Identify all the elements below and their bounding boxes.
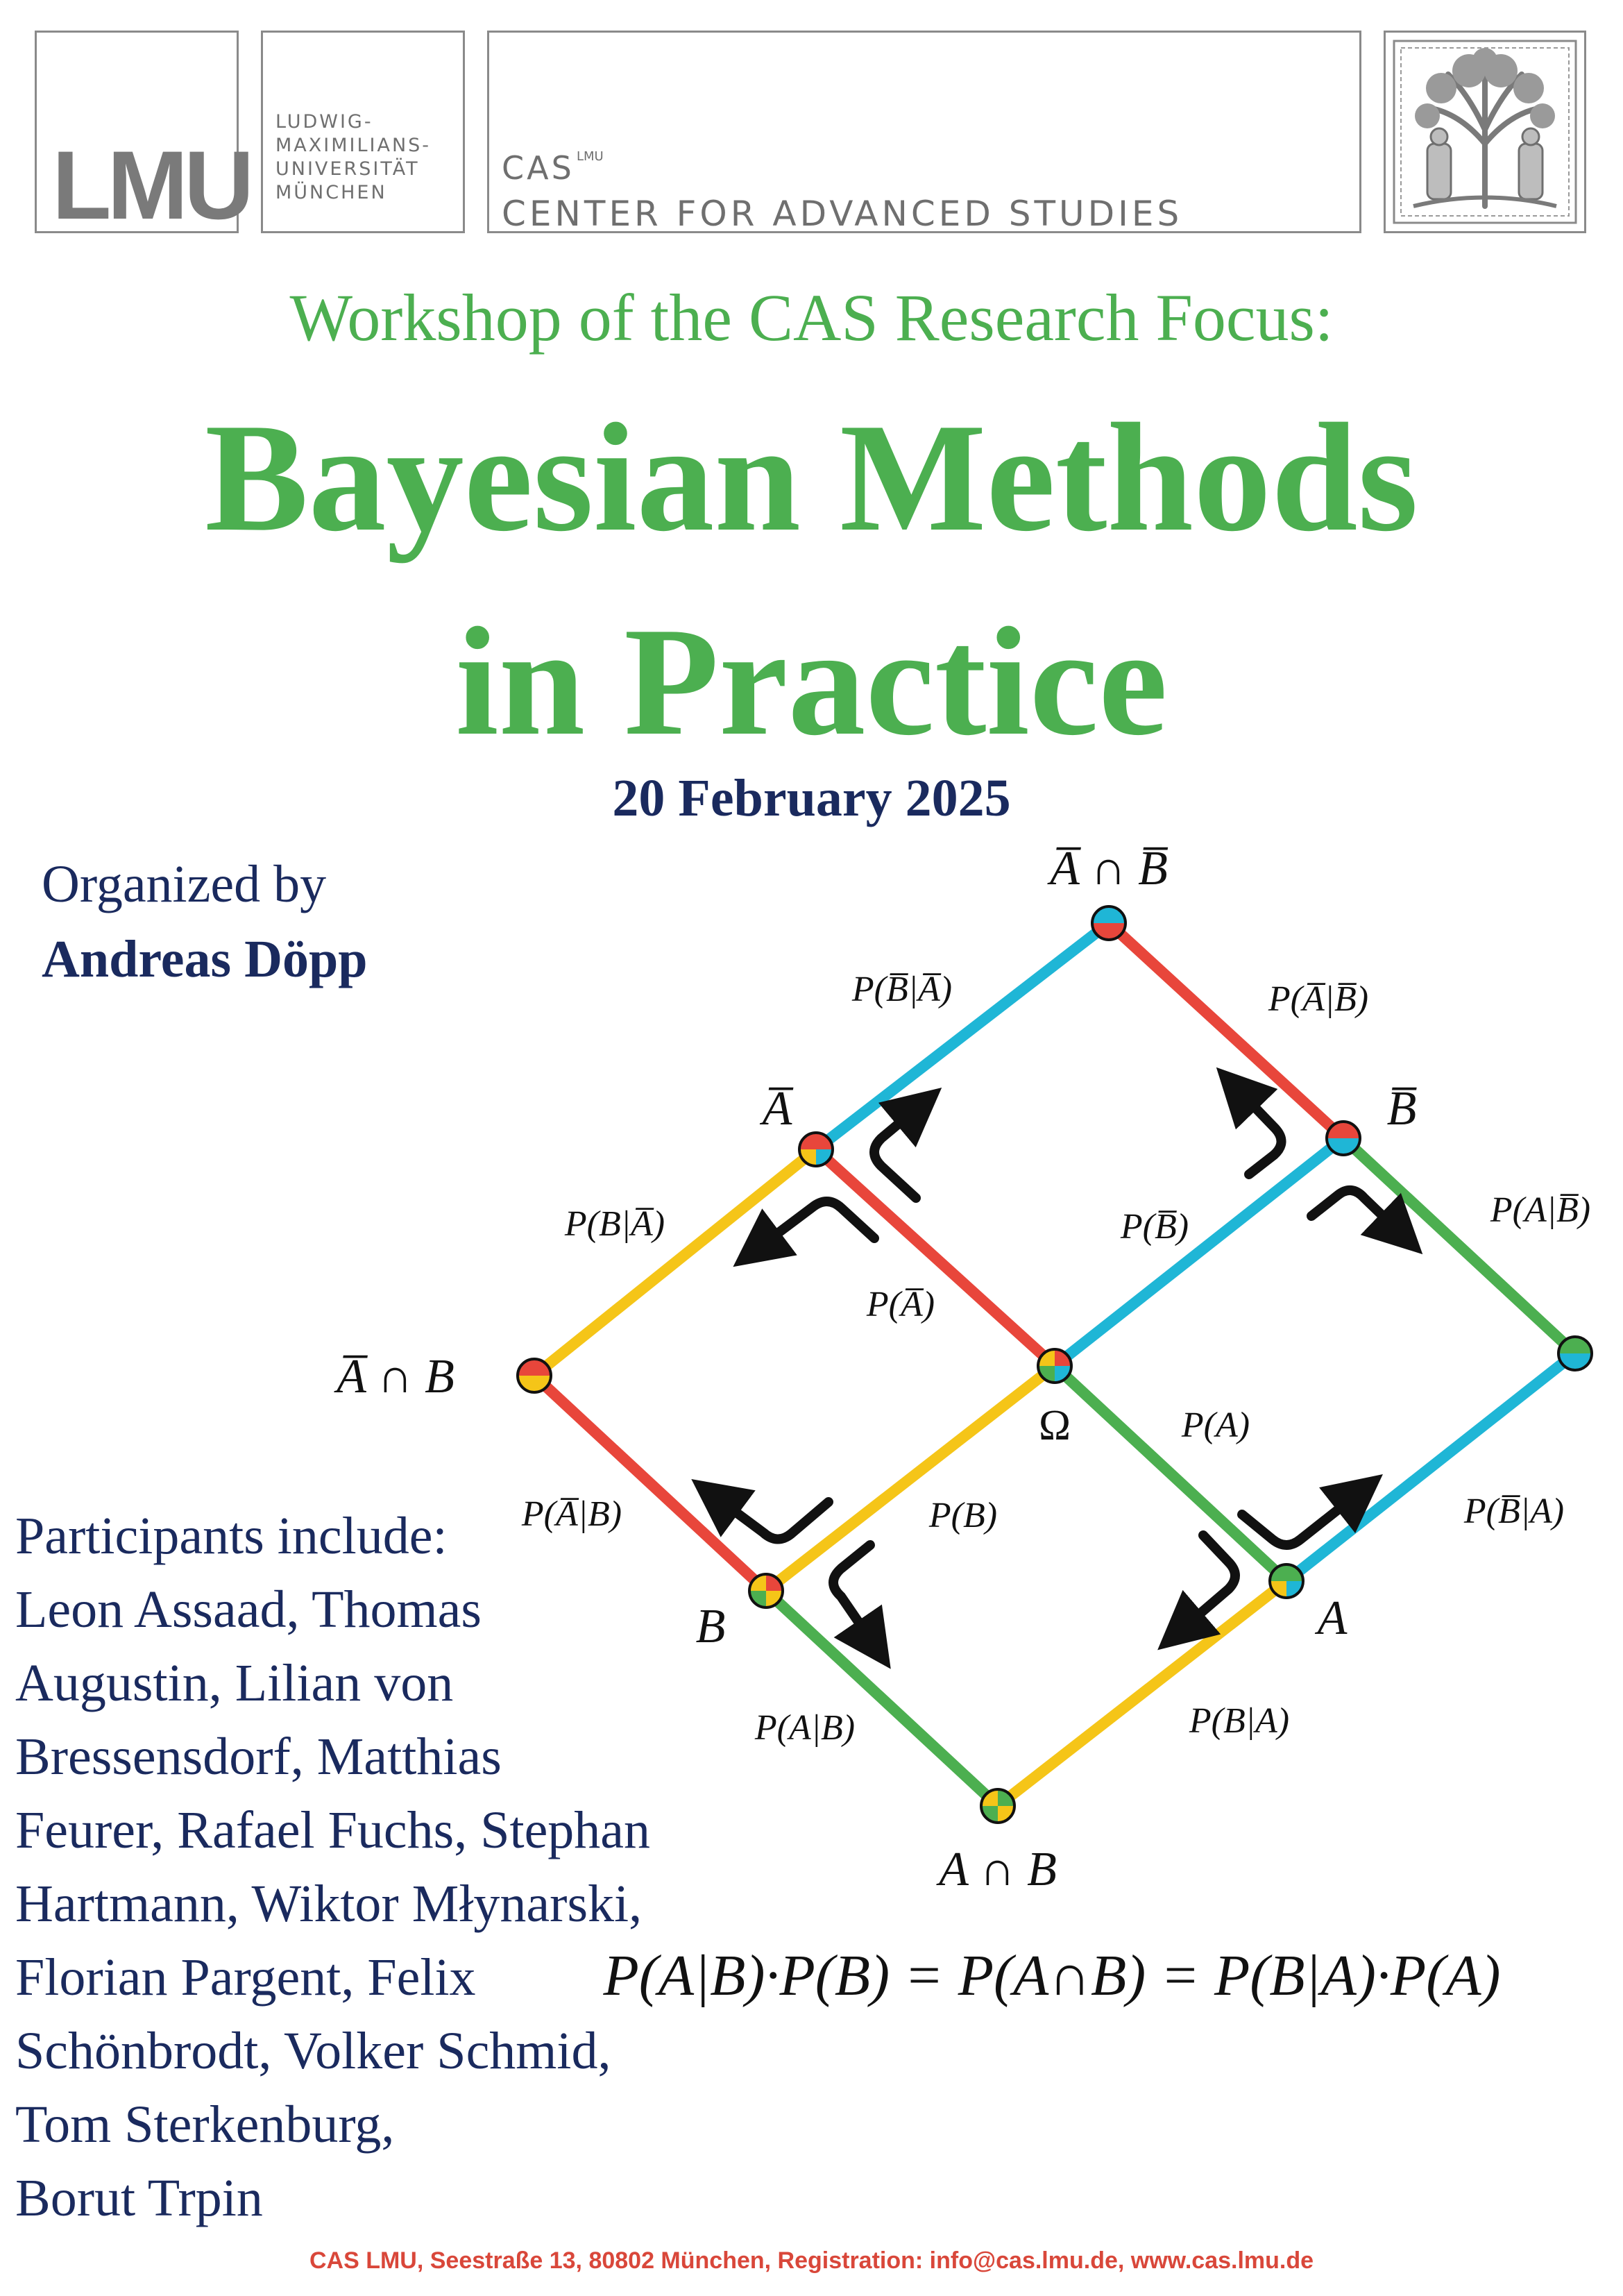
workshop-subtitle: Workshop of the CAS Research Focus: [289, 280, 1334, 355]
edge-label: P(A̅|B̅) [1268, 979, 1369, 1019]
edge-bbar-omega [1055, 1138, 1343, 1366]
node-label-omega: Ω [1038, 1402, 1071, 1449]
participants-line: Tom Sterkenburg, [15, 2095, 395, 2154]
arrow-icon [1237, 1088, 1282, 1174]
edge-label: P(A̅) [866, 1285, 935, 1324]
edge-omega-a [1055, 1366, 1286, 1581]
participants-line: Feurer, Rafael Fuchs, Stephan [15, 1801, 651, 1859]
node-label-abar-and-b: A̅ ∩ B [337, 1350, 454, 1403]
participants-line: Hartmann, Wiktor Młynarski, [15, 1875, 643, 1933]
edge-omega-b [766, 1366, 1055, 1591]
edge-label: P(B̅|A) [1463, 1492, 1565, 1531]
node-label-abar-and-bbar: A̅ ∩ B̅ [1050, 842, 1168, 895]
university-name: LUDWIG- MAXIMILIANS- UNIVERSITÄT MÜNCHEN [275, 111, 432, 203]
node-abarb [518, 1359, 551, 1392]
node-bbar [1327, 1122, 1360, 1155]
edge-label: P(B|A) [1189, 1701, 1290, 1741]
edge-label: P(B) [928, 1496, 998, 1535]
arrow-icon [874, 1106, 919, 1198]
node-label-abar: A̅ [762, 1082, 792, 1136]
edge-label: P(B̅) [1120, 1207, 1189, 1247]
node-abar [799, 1133, 833, 1166]
arrow-icon [833, 1545, 874, 1645]
node-omega [1038, 1349, 1071, 1383]
node-label-a-and-b: A ∩ B [939, 1843, 1057, 1896]
node-anb [981, 1789, 1014, 1823]
event-date: 20 February 2025 [612, 769, 1011, 827]
arrow-icon [1311, 1190, 1402, 1234]
arrow-icon [1180, 1535, 1235, 1631]
edge-abar-omega [816, 1149, 1055, 1366]
edge-abarb-b [534, 1376, 766, 1591]
participants-line: Bressensdorf, Matthias [15, 1728, 502, 1786]
node-top [1092, 906, 1125, 940]
bayes-formula: P(A|B)·P(B) = P(A∩B) = P(B|A)·P(A) [603, 1943, 1501, 2008]
edge-label: P(A) [1181, 1406, 1250, 1445]
participants-line: Augustin, Lilian von [15, 1654, 454, 1712]
edge-label: P(A̅|B) [521, 1494, 622, 1534]
title-line-1: Bayesian Methods [205, 391, 1418, 564]
edge-abar-abarb [534, 1149, 816, 1376]
edge-label: P(A|B̅) [1490, 1190, 1591, 1230]
organizer-label: Organized by [42, 855, 327, 913]
lattice-nodes [518, 906, 1592, 1823]
edge-right-a [1286, 1353, 1575, 1581]
arrow-icon [756, 1201, 874, 1249]
edge-label: P(B|A̅) [564, 1204, 665, 1244]
edge-label: P(A|B) [754, 1708, 856, 1748]
participants-line: Participants include: [15, 1507, 448, 1565]
edge-top-abar [816, 923, 1109, 1149]
node-label-b: B [695, 1600, 726, 1653]
title-line-2: in Practice [455, 596, 1168, 768]
participants-line: Leon Assaad, Thomas [15, 1580, 482, 1639]
edge-b-anb [766, 1591, 998, 1806]
node-b [749, 1574, 783, 1607]
node-label-a: A [1317, 1592, 1348, 1645]
node-right [1558, 1337, 1592, 1370]
edge-bbar-right [1343, 1138, 1575, 1353]
participants-line: Borut Trpin [15, 2169, 263, 2227]
node-label-bbar: B̅ [1386, 1082, 1417, 1136]
cas-full-name: CENTER FOR ADVANCED STUDIES [502, 194, 1183, 234]
node-a [1270, 1564, 1303, 1598]
edge-label: P(B̅|A̅) [851, 970, 953, 1009]
arrow-icon [715, 1496, 829, 1539]
cas-superscript: LMU [577, 149, 604, 164]
footer-contact: CAS LMU, Seestraße 13, 80802 München, Registration: info@cas.lmu.de, www.cas.lmu.de [309, 2247, 1314, 2274]
edge-a-anb [998, 1581, 1286, 1806]
participants-line: Schönbrodt, Volker Schmid, [15, 2022, 611, 2080]
lmu-logo-text: LMU [52, 130, 250, 239]
organizer-name: Andreas Döpp [42, 930, 368, 988]
participants-line: Florian Pargent, Felix [15, 1948, 476, 2007]
cas-short-name: CAS [502, 149, 575, 187]
edge-top-bbar [1109, 923, 1343, 1138]
